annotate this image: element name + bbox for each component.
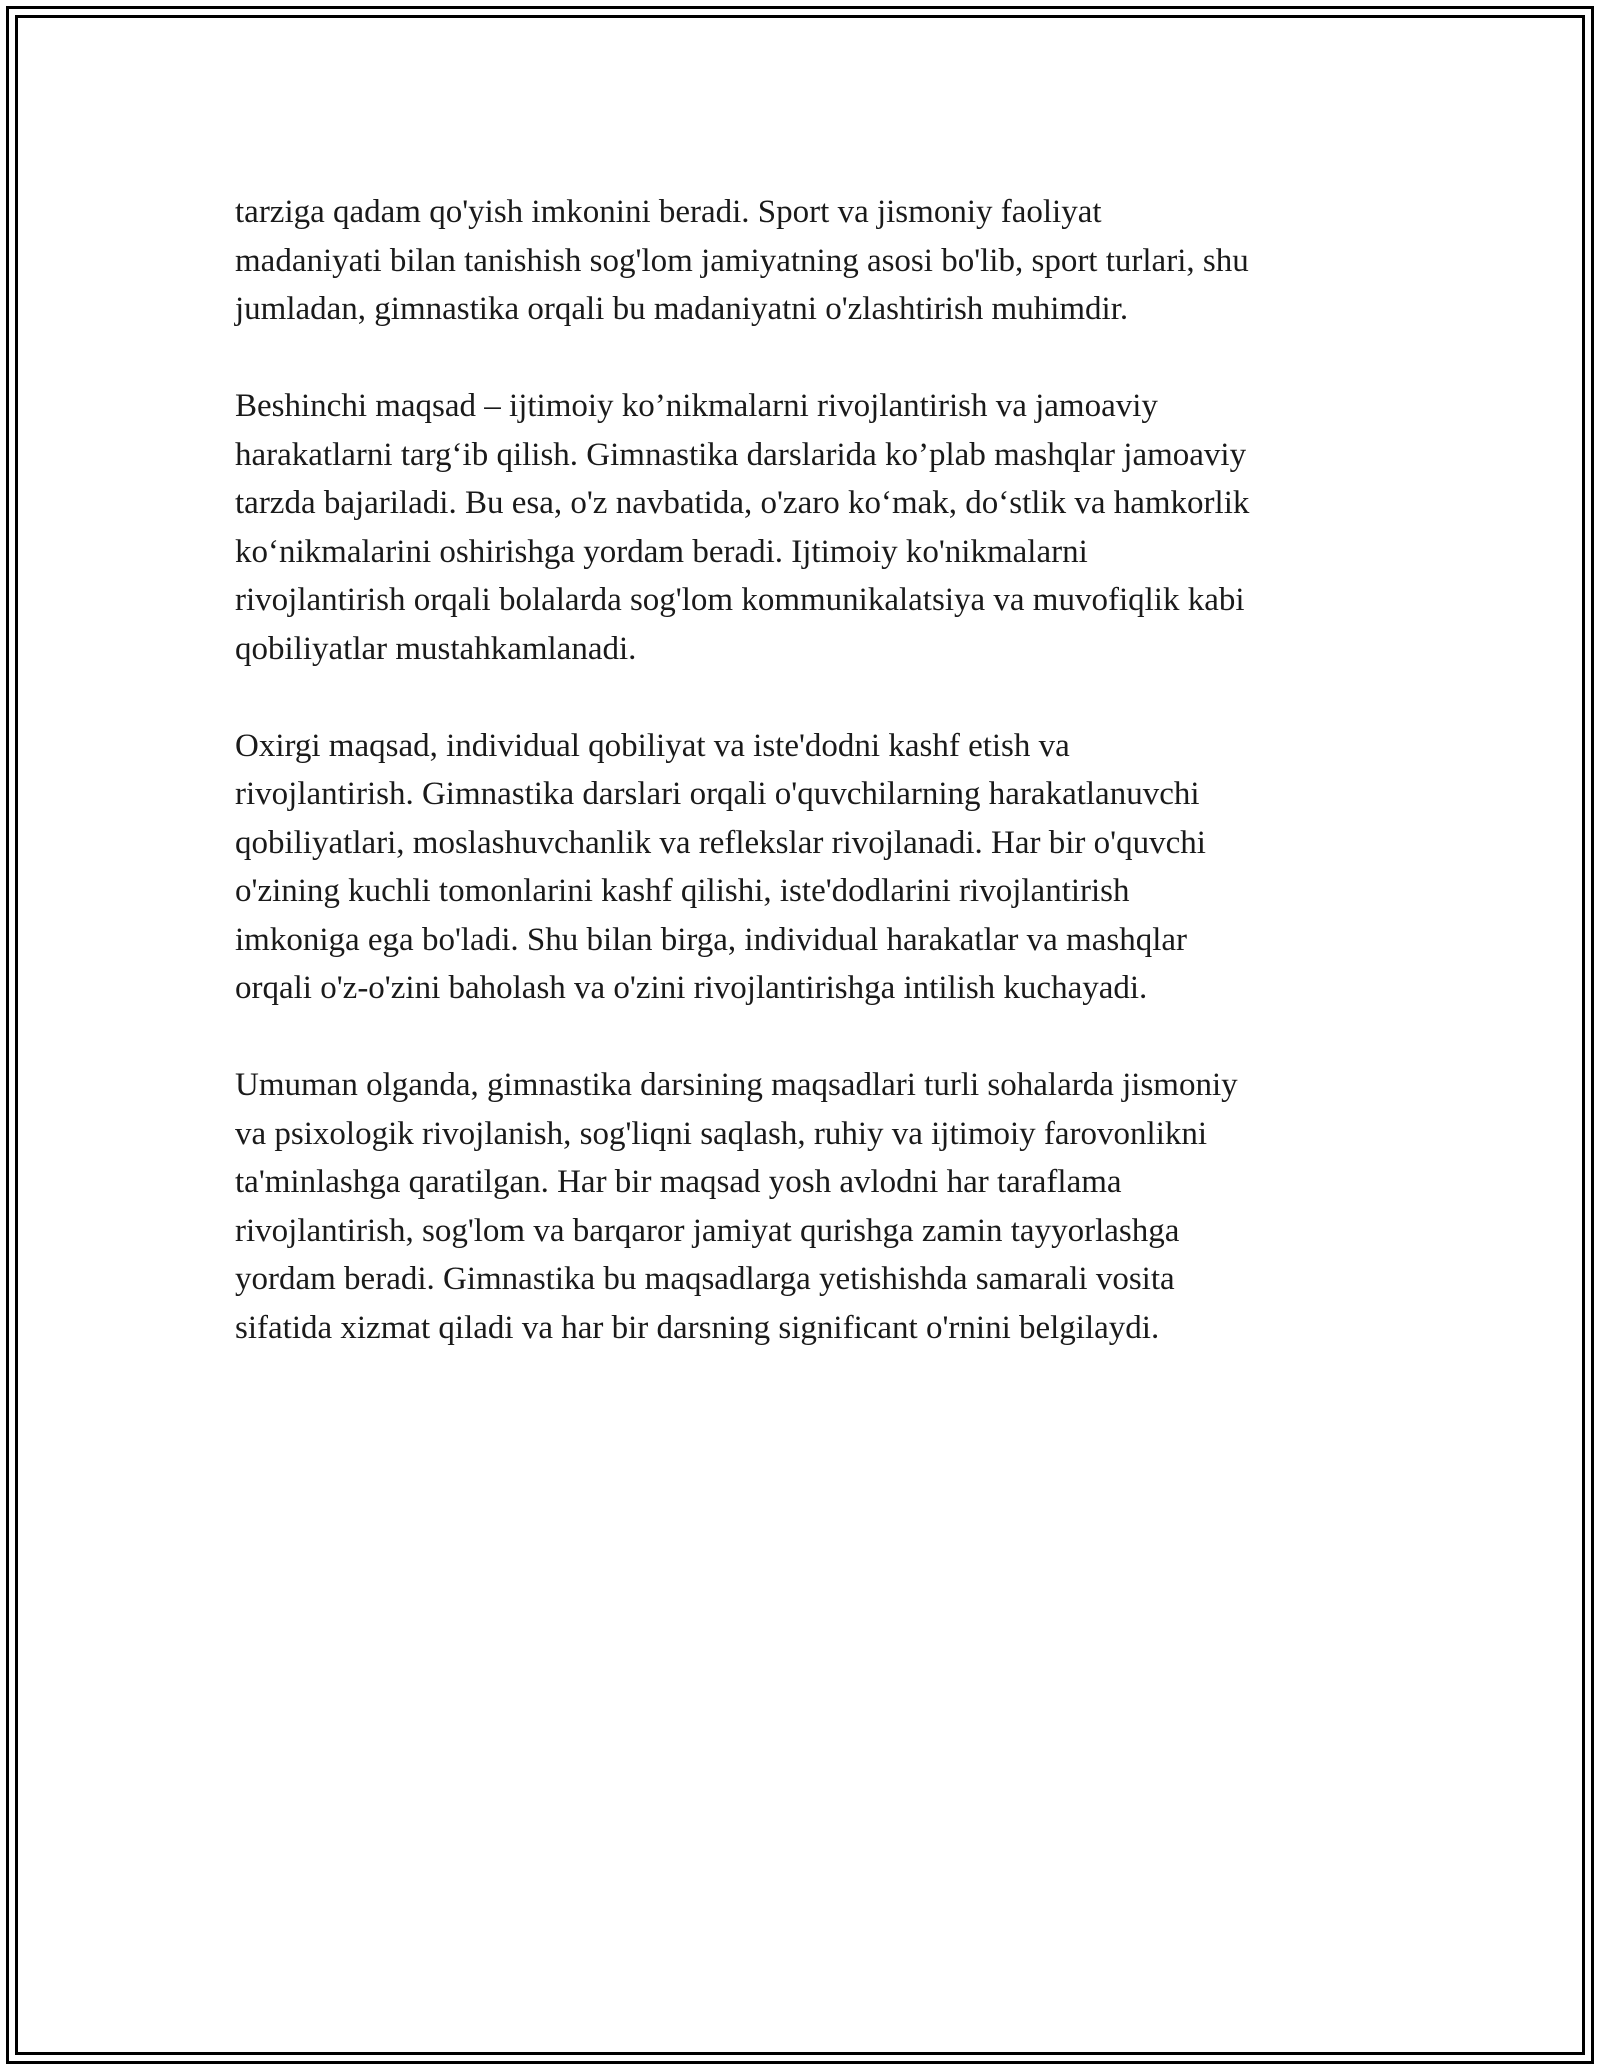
text-line: tarzda bajariladi. Bu esa, o'z navbatida, o'zaro ko‘mak, do‘stlik va hamkorlik [235, 485, 1250, 521]
text-line: qobiliyatlari, moslashuvchanlik va reflekslar rivojlanadi. Har bir o'quvchi [235, 824, 1206, 861]
text-line: ko‘nikmalarini oshirishga yordam beradi. Ijtimoiy ko'nikmalarni [235, 533, 1088, 570]
text-line: va psixologik rivojlanish, sog'liqni saqlash, ruhiy va ijtimoiy farovonlikni [235, 1115, 1208, 1152]
paragraph-2 [235, 382, 1375, 673]
text-line: Beshinchi maqsad – ijtimoiy ko’nikmalarni rivojlantirish va jamoaviy [235, 388, 1158, 424]
text-line: imkoniga ega bo'ladi. Shu bilan birga, individual harakatlar va mashqlar [235, 921, 1188, 958]
paragraph-3 [235, 722, 1375, 1013]
text-line: o'zining kuchli tomonlarini kashf qilishi, iste'dodlarini rivojlantirish [235, 873, 1130, 909]
text-line: tarziga qadam qo'yish imkonini beradi. Sport va jismoniy faoliyat [235, 194, 1102, 230]
text-line: Oxirgi maqsad, individual qobiliyat va iste'dodni kashf etish va [235, 727, 1070, 764]
text-line: qobiliyatlar mustahkamlanadi. [235, 630, 637, 667]
text-line: rivojlantirish, sog'lom va barqaror jamiyat qurishga zamin tayyorlashga [235, 1212, 1180, 1249]
text-line: madaniyati bilan tanishish sog'lom jamiyatning asosi bo'lib, sport turlari, shu [235, 242, 1249, 279]
text-line: jumladan, gimnastika orqali bu madaniyatni o'zlashtirish muhimdir. [235, 291, 1129, 327]
text-line: orqali o'z-o'zini baholash va o'zini rivojlantirishga intilish kuchayadi. [235, 970, 1148, 1006]
text-line: yordam beradi. Gimnastika bu maqsadlarga yetishishda samarali vosita [235, 1261, 1175, 1297]
text-line: rivojlantirish orqali bolalarda sog'lom kommunikalatsiya va muvofiqlik kabi [235, 582, 1245, 618]
text-line: Umuman olganda, gimnastika darsining maqsadlari turli sohalarda jismoniy [235, 1067, 1238, 1103]
document-body [235, 188, 1375, 1401]
text-line: ta'minlashga qaratilgan. Har bir maqsad yosh avlodni har taraflama [235, 1164, 1122, 1200]
text-line: sifatida xizmat qiladi va har bir darsning significant o'rnini belgilaydi. [235, 1309, 1160, 1346]
paragraph-4 [235, 1061, 1375, 1352]
paragraph-1 [235, 188, 1375, 334]
text-line: rivojlantirish. Gimnastika darslari orqali o'quvchilarning harakatlanuvchi [235, 776, 1200, 812]
text-line: harakatlarni targ‘ib qilish. Gimnastika darslarida ko’plab mashqlar jamoaviy [235, 436, 1247, 473]
